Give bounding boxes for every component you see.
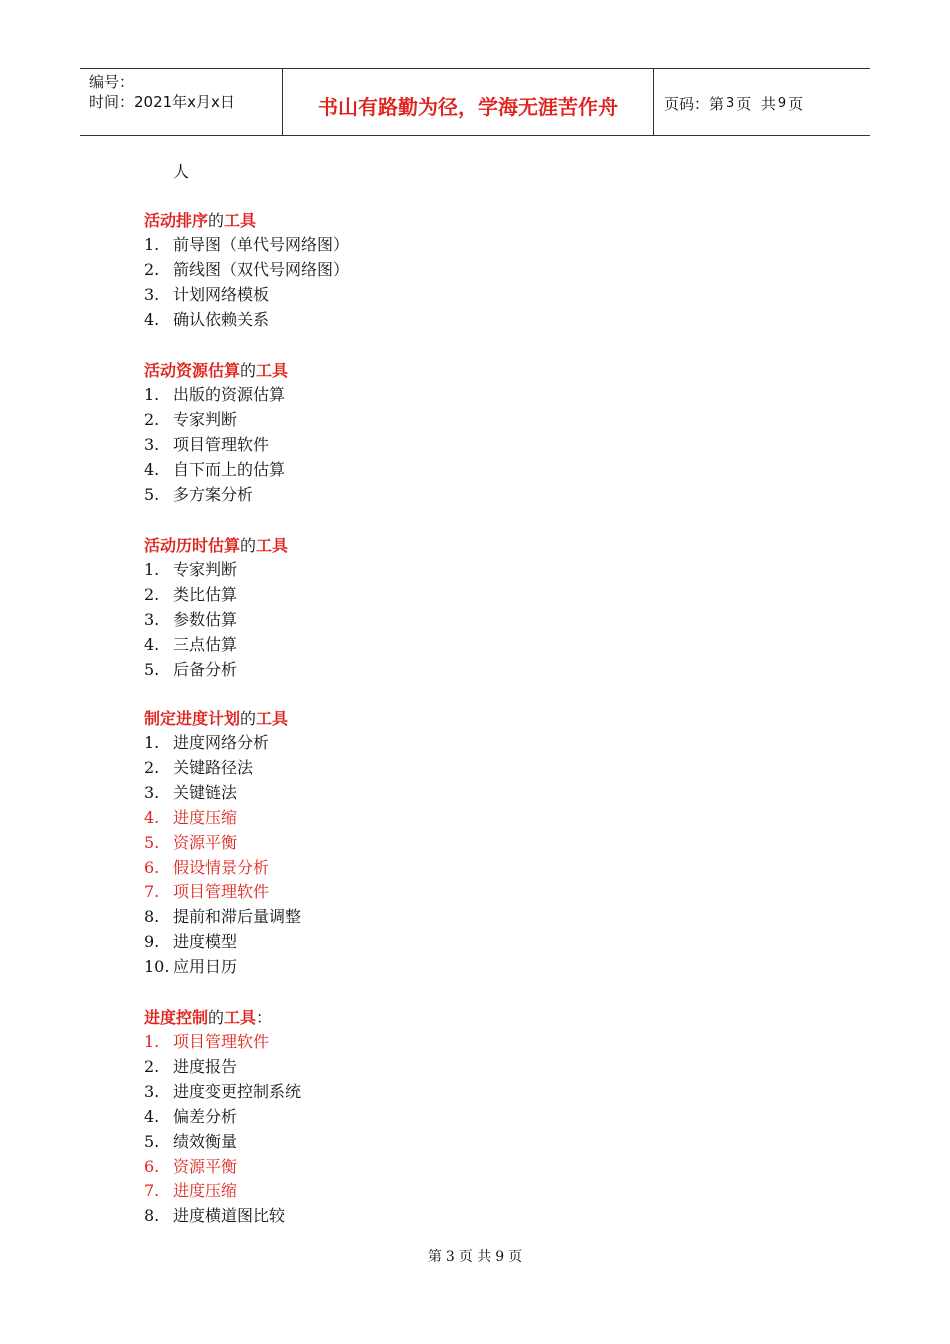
list-item-text: 后备分析 — [173, 659, 238, 679]
list-item-text: 专家判断 — [173, 560, 238, 579]
header-motto: 书山有路勤为径，学海无涯苦作舟 — [282, 69, 654, 135]
list-item-number: 6. — [144, 1156, 160, 1176]
section-heading-topic: 制定进度计划 — [144, 709, 241, 728]
section-heading-topic: 活动排序 — [144, 211, 209, 230]
list-item-text: 进度模型 — [173, 932, 238, 952]
list-item-number: 4. — [144, 309, 160, 329]
document-time-label: 时间：2021年x月x日 — [89, 93, 235, 111]
list-item — [144, 235, 349, 255]
list-item-number: 1. — [144, 560, 160, 579]
list-item — [144, 1206, 285, 1226]
list-item-text: 自下而上的估算 — [173, 459, 286, 479]
list-item-text: 三点估算 — [173, 634, 238, 654]
list-item — [144, 435, 269, 455]
list-item-text: 应用日历 — [173, 957, 238, 977]
list-item — [144, 758, 253, 778]
footer-prefix: 第 — [427, 1249, 442, 1265]
list-item — [144, 410, 237, 430]
list-item-text: 进度横道图比较 — [173, 1206, 286, 1226]
list-item — [144, 485, 253, 505]
list-item — [144, 1082, 301, 1102]
list-item — [144, 833, 237, 853]
list-item-number: 5. — [144, 832, 160, 852]
list-item — [144, 1157, 237, 1177]
section-heading — [144, 709, 288, 729]
section-heading-tools: 工具 — [224, 1008, 257, 1027]
list-item-text: 关键路径法 — [173, 757, 254, 777]
list-item-text: 出版的资源估算 — [173, 385, 286, 404]
list-item-text: 进度压缩 — [173, 1181, 238, 1201]
list-item — [144, 385, 285, 405]
list-item — [144, 907, 301, 927]
list-item — [144, 858, 269, 878]
list-item — [144, 733, 269, 753]
section-heading-connector: 的 — [208, 1008, 225, 1027]
section-heading-connector: 的 — [240, 536, 257, 555]
list-item-number: 7. — [144, 882, 160, 902]
list-item-number: 1. — [144, 733, 160, 752]
list-item-number: 2. — [144, 584, 160, 604]
section-heading-topic: 活动历时估算 — [144, 536, 241, 555]
section-heading-topic: 活动资源估算 — [144, 361, 241, 380]
list-item — [144, 783, 237, 803]
list-item-number: 5. — [144, 484, 160, 504]
section-heading-tools: 工具 — [256, 536, 289, 555]
section-heading-tools: 工具 — [224, 211, 257, 230]
list-item — [144, 610, 237, 630]
list-item — [144, 932, 237, 952]
list-item-number: 3. — [144, 434, 160, 454]
document-number-label: 编号： — [89, 73, 135, 91]
list-item-number: 9. — [144, 932, 160, 952]
list-item-number: 5. — [144, 1131, 160, 1151]
list-item-text: 类比估算 — [173, 584, 238, 604]
list-item-text: 进度网络分析 — [173, 733, 270, 752]
page-prefix: 页码：第 — [664, 94, 725, 113]
list-item — [144, 1132, 237, 1152]
list-item-text: 进度变更控制系统 — [173, 1081, 302, 1101]
list-item-number: 10. — [144, 957, 170, 977]
list-item-text: 项目管理软件 — [173, 1032, 270, 1051]
list-item-number: 3. — [144, 609, 160, 629]
list-item-text: 确认依赖关系 — [173, 309, 270, 329]
footer-suffix: 页 — [508, 1249, 523, 1265]
list-item-number: 6. — [144, 857, 160, 877]
list-item-text: 绩效衡量 — [173, 1131, 238, 1151]
page-suffix: 页 — [788, 94, 804, 113]
list-item-number: 1. — [144, 385, 160, 404]
list-item-number: 8. — [144, 1206, 160, 1226]
section-heading-topic: 进度控制 — [144, 1008, 209, 1027]
list-item-text: 箭线图（双代号网络图） — [173, 259, 350, 279]
list-item-text: 多方案分析 — [173, 484, 254, 504]
list-item — [144, 460, 285, 480]
list-item-number: 5. — [144, 659, 160, 679]
section-heading-connector: 的 — [240, 361, 257, 380]
section-heading — [144, 211, 256, 231]
list-item-number: 7. — [144, 1181, 160, 1201]
section-heading — [144, 536, 288, 556]
list-item-text: 假设情景分析 — [173, 857, 270, 877]
list-item-text: 提前和滞后量调整 — [173, 907, 302, 927]
list-item — [144, 808, 237, 828]
list-item-number: 4. — [144, 634, 160, 654]
section-heading-connector: 的 — [240, 709, 257, 728]
footer-total: 9 — [495, 1249, 505, 1265]
section-heading-colon: ： — [256, 1008, 273, 1027]
list-item-number: 4. — [144, 1106, 160, 1126]
section-heading — [144, 1008, 272, 1028]
list-item-number: 3. — [144, 782, 160, 802]
list-item — [144, 1057, 237, 1077]
section-heading-tools: 工具 — [256, 709, 289, 728]
list-item-number: 8. — [144, 907, 160, 927]
page-current: 3 — [726, 95, 735, 111]
list-item-text: 进度压缩 — [173, 807, 238, 827]
list-item-text: 关键链法 — [173, 782, 238, 802]
list-item-text: 前导图（单代号网络图） — [173, 235, 350, 254]
list-item-number: 4. — [144, 807, 160, 827]
list-item-text: 进度报告 — [173, 1056, 238, 1076]
list-item — [144, 260, 349, 280]
list-item — [144, 560, 237, 580]
list-item — [144, 310, 269, 330]
list-item-text: 资源平衡 — [173, 1156, 238, 1176]
footer-mid: 页 共 — [458, 1249, 492, 1265]
list-item-number: 4. — [144, 459, 160, 479]
list-item-number: 1. — [144, 235, 160, 254]
list-item — [144, 660, 237, 680]
page-mid: 页 共 — [736, 94, 776, 113]
list-item-number: 1. — [144, 1032, 160, 1051]
list-item-number: 2. — [144, 409, 160, 429]
list-item — [144, 635, 237, 655]
list-item — [144, 285, 269, 305]
list-item-text: 项目管理软件 — [173, 434, 270, 454]
list-item-text: 偏差分析 — [173, 1106, 238, 1126]
list-item-number: 2. — [144, 757, 160, 777]
section-heading-connector: 的 — [208, 211, 225, 230]
list-item-text: 计划网络模板 — [173, 284, 270, 304]
list-item-text: 资源平衡 — [173, 832, 238, 852]
lead-text: 人 — [173, 162, 190, 181]
section-heading-tools: 工具 — [256, 361, 289, 380]
page-footer — [0, 1246, 950, 1266]
list-item-number: 2. — [144, 259, 160, 279]
page-total: 9 — [777, 95, 787, 111]
list-item — [144, 1107, 237, 1127]
section-heading — [144, 361, 288, 381]
footer-current: 3 — [445, 1249, 455, 1265]
list-item — [144, 957, 237, 977]
header-meta — [80, 69, 282, 135]
header-page-indicator — [654, 69, 870, 135]
list-item-text: 专家判断 — [173, 409, 238, 429]
list-item-text: 参数估算 — [173, 609, 238, 629]
list-item-text: 项目管理软件 — [173, 882, 270, 902]
list-item-number: 3. — [144, 1081, 160, 1101]
list-item-number: 3. — [144, 284, 160, 304]
page-header — [80, 68, 870, 136]
list-item — [144, 882, 269, 902]
list-item — [144, 1181, 237, 1201]
list-item — [144, 1032, 269, 1052]
list-item — [144, 585, 237, 605]
list-item-number: 2. — [144, 1056, 160, 1076]
